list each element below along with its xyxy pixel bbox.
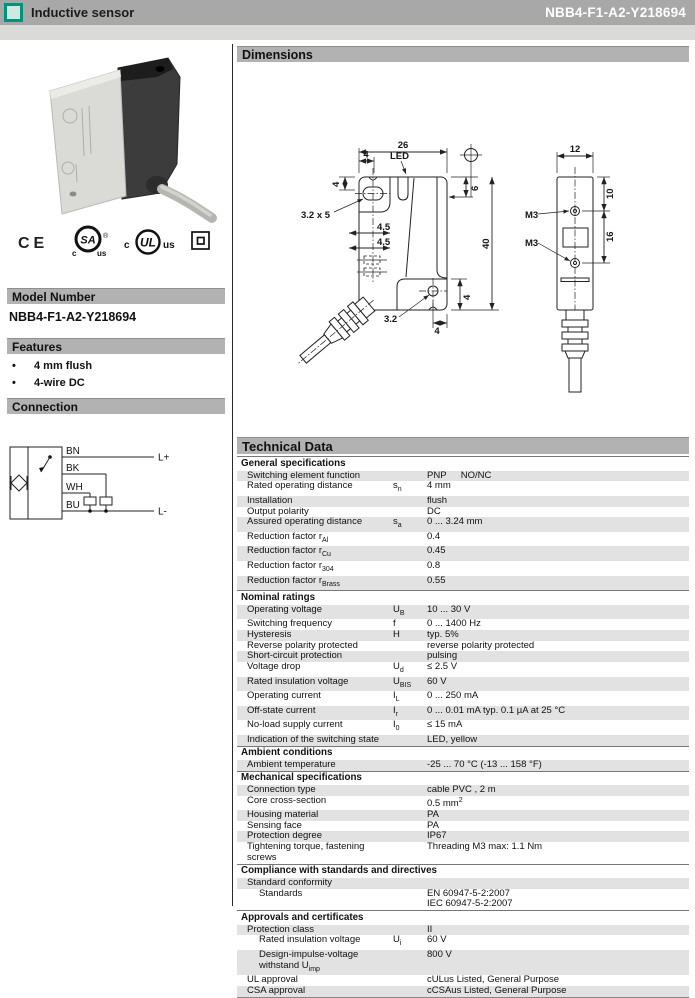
- spec-row: [237, 735, 689, 746]
- front-view-dimensions: [301, 140, 499, 337]
- spec-label: Reduction factor $r_{Al}$: [247, 530, 329, 544]
- spec-row: [237, 691, 689, 706]
- spec-value: IP67: [427, 830, 447, 842]
- spec-symbol: [393, 561, 427, 576]
- spec-symbol: [393, 760, 427, 771]
- spec-symbol: [393, 986, 427, 997]
- svg-text:®: ®: [103, 233, 109, 240]
- front-mounting-hole: [70, 192, 77, 197]
- side-view-dimensions: [525, 144, 616, 263]
- led-notch: [398, 177, 408, 200]
- spec-value: Threading M3 max: 1.1 Nm: [427, 841, 543, 853]
- spec-value: 10 ... 30 V: [427, 603, 471, 615]
- spec-symbol: [393, 889, 427, 910]
- spec-row: [237, 720, 689, 735]
- spec-label: Output polarity: [247, 505, 309, 517]
- load-symbol: [84, 497, 96, 505]
- spec-symbol: [393, 532, 427, 547]
- spec-symbol: [393, 821, 427, 832]
- spec-label: Assured operating distance: [247, 516, 363, 528]
- spec-row: [237, 760, 689, 771]
- flush-mount-symbol-icon: [190, 230, 212, 252]
- wire-label-bu: BU: [66, 500, 80, 511]
- spec-label: Off-state current: [247, 704, 316, 716]
- connection-heading: Connection: [7, 398, 225, 414]
- spec-symbol: $U_i$: [393, 934, 402, 948]
- spec-value: PA: [427, 819, 439, 831]
- spec-value: 0.55: [427, 574, 446, 586]
- technical-data-table: [237, 456, 689, 998]
- dim-4-5-a: 4.5: [377, 222, 391, 233]
- spec-symbol: [393, 546, 427, 561]
- spec-value: reverse polarity protected: [427, 639, 535, 651]
- spec-value: 800 V: [427, 948, 452, 960]
- spec-value: 0 ... 1400 Hz: [427, 618, 481, 630]
- spec-row: [237, 662, 689, 677]
- dim-4-top: 4: [363, 149, 369, 161]
- spec-symbol: [393, 507, 427, 518]
- svg-text:us: us: [163, 240, 175, 251]
- m3-label-bottom: M3: [525, 238, 539, 249]
- spec-symbol: $U_B$: [393, 603, 405, 617]
- spec-label: Reduction factor $r_{Cu}$: [247, 545, 331, 559]
- spec-symbol: $s_a$: [393, 516, 402, 530]
- spec-row: [237, 546, 689, 561]
- spec-row: [237, 889, 689, 910]
- spec-section-header: Compliance with standards and directives: [237, 864, 689, 879]
- spec-label: Voltage drop: [247, 661, 301, 673]
- spec-section-header: Nominal ratings: [237, 590, 689, 605]
- cable-highlight: [162, 187, 210, 215]
- spec-symbol: [393, 576, 427, 591]
- bullet-icon: •: [12, 377, 16, 389]
- spec-symbol: H: [393, 628, 400, 640]
- product-type-title: Inductive sensor: [31, 5, 135, 20]
- load-symbol: [100, 497, 112, 505]
- certifications-row: [0, 222, 232, 264]
- dim-4-5-b: 4.5: [377, 237, 391, 248]
- spec-label: Reduction factor $r_{304}$: [247, 559, 334, 573]
- spec-row: [237, 842, 689, 863]
- spec-row: [237, 605, 689, 620]
- svg-text:us: us: [97, 249, 107, 258]
- spec-row: [237, 796, 689, 810]
- cable-strain-relief: [291, 291, 381, 372]
- dim-16: 16: [605, 231, 616, 242]
- spec-symbol: [393, 641, 427, 652]
- model-number-value: NBB4-F1-A2-Y218694: [9, 310, 137, 324]
- bullet-icon: •: [12, 360, 16, 372]
- spec-label: UL approval: [247, 974, 298, 986]
- spec-value: 60 V: [427, 934, 447, 946]
- features-heading: Features: [7, 338, 225, 354]
- spec-label: Standard conformity: [247, 877, 333, 889]
- dimensions-heading: Dimensions: [237, 46, 689, 62]
- svg-text:CE: CE: [18, 235, 49, 252]
- spec-label: Design-impulse-voltage withstand $U_{imp}$: [259, 948, 359, 973]
- spec-label: Standards: [259, 887, 303, 899]
- spec-label: Reverse polarity protected: [247, 639, 358, 651]
- spec-value: cULus Listed, General Purpose: [427, 974, 560, 986]
- spec-symbol: $U_{BIS}$: [393, 675, 412, 689]
- header-bar: [0, 0, 695, 25]
- cable-strain-relief-side: [562, 310, 588, 392]
- connection-diagram: [6, 443, 228, 555]
- spec-row: [237, 496, 689, 507]
- spec-label: Installation: [247, 494, 293, 506]
- csa-mark-icon: [66, 224, 112, 260]
- cul-us-mark-icon: [122, 228, 176, 258]
- clip-hole: [156, 66, 165, 72]
- spec-value: cCSAus Listed, General Purpose: [427, 984, 567, 996]
- dim-4-left: 4: [331, 181, 342, 187]
- spec-value: 0 ... 3.24 mm: [427, 516, 483, 528]
- spec-symbol: [393, 496, 427, 507]
- feature-item: • 4-wire DC: [12, 377, 85, 389]
- product-photo: [10, 46, 222, 218]
- spec-label: Housing material: [247, 809, 319, 821]
- spec-label: Reduction factor $r_{Brass}$: [247, 574, 340, 588]
- spec-label: Rated insulation voltage: [259, 934, 361, 946]
- hole-size-label: 3.2: [384, 314, 398, 325]
- spec-value: ≤ 2.5 V: [427, 661, 458, 673]
- spec-label: CSA approval: [247, 984, 306, 996]
- m3-label-top: M3: [525, 210, 539, 221]
- spec-row: [237, 810, 689, 821]
- spec-value: 0 ... 0.01 mA typ. 0.1 µA at 25 °C: [427, 704, 566, 716]
- slot-size-label: 3.2 x 5: [301, 210, 331, 221]
- dim-10: 10: [605, 188, 616, 199]
- spec-row: [237, 532, 689, 547]
- spec-symbol: [393, 831, 427, 842]
- brand-logo-icon: [4, 3, 23, 22]
- dim-40: 40: [481, 238, 492, 249]
- switch-symbol: [39, 455, 52, 472]
- spec-symbol: [393, 810, 427, 821]
- spec-symbol: [393, 735, 427, 746]
- spec-row: [237, 481, 689, 496]
- led-label: LED: [390, 151, 409, 162]
- spec-section-header: Ambient conditions: [237, 746, 689, 761]
- spec-label: Indication of the switching state: [247, 734, 380, 746]
- spec-row: [237, 651, 689, 662]
- spec-section-header: Mechanical specifications: [237, 771, 689, 786]
- spec-value: typ. 5%: [427, 628, 459, 640]
- spec-label: Protection degree: [247, 830, 322, 842]
- spec-section-header: Approvals and certificates: [237, 910, 689, 925]
- inductive-sensor-symbol: [11, 475, 27, 491]
- header-model-number: NBB4-F1-A2-Y218694: [545, 5, 686, 20]
- spec-value: 0.8: [427, 559, 441, 571]
- spec-value: DC: [427, 505, 441, 517]
- dim-26: 26: [397, 140, 409, 151]
- spec-value: LED, yellow: [427, 734, 478, 746]
- model-number-heading: Model Number: [7, 288, 225, 304]
- spec-symbol: $s_n$: [393, 480, 402, 494]
- spec-row: [237, 706, 689, 721]
- spec-value: ≤ 15 mA: [427, 719, 463, 731]
- spec-value: pulsing: [427, 650, 458, 662]
- header-shadow-strip: [0, 25, 695, 40]
- spec-label: Connection type: [247, 784, 316, 796]
- spec-value: EN 60947-5-2:2007 IEC 60947-5-2:2007: [427, 887, 513, 910]
- wire-label-bk: BK: [66, 463, 80, 474]
- spec-value: 0.4: [427, 530, 441, 542]
- spec-label: Rated insulation voltage: [247, 675, 349, 687]
- dim-4-bottom: 4: [434, 326, 440, 337]
- dim-6: 6: [470, 185, 481, 191]
- spec-symbol: $I_0$: [393, 719, 400, 733]
- side-view: [557, 167, 593, 392]
- spec-label: Hysteresis: [247, 628, 292, 640]
- spec-symbol: [393, 471, 427, 482]
- technical-data-heading: Technical Data: [237, 437, 689, 454]
- supply-plus-label: L+: [158, 452, 170, 464]
- spec-value: 0.5 $mm^2$: [427, 797, 463, 810]
- spec-value: II: [427, 923, 433, 935]
- spec-label: Sensing face: [247, 819, 302, 831]
- spec-label: No-load supply current: [247, 719, 343, 731]
- spec-label: Short-circuit protection: [247, 650, 343, 662]
- spec-value: flush: [427, 494, 448, 506]
- spec-row: [237, 517, 689, 532]
- spec-symbol: [393, 975, 427, 986]
- spec-label: Tightening torque, fastening screws: [247, 841, 365, 863]
- spec-value: 0.45: [427, 545, 446, 557]
- spec-symbol: [393, 785, 427, 796]
- spec-row: [237, 576, 689, 591]
- spec-row: [237, 677, 689, 692]
- spec-symbol: [393, 796, 427, 810]
- spec-section-header: General specifications: [237, 456, 689, 471]
- supply-minus-label: L-: [158, 506, 167, 518]
- front-view: [291, 168, 447, 372]
- spec-symbol: $I_L$: [393, 690, 400, 704]
- wire-label-wh: WH: [66, 482, 83, 493]
- spec-row: [237, 619, 689, 630]
- spec-label: Switching element function: [247, 469, 361, 481]
- svg-text:c: c: [72, 249, 77, 258]
- spec-value: 4 mm: [427, 480, 451, 492]
- spec-value: PNP NO/NC: [427, 469, 492, 481]
- reference-target-icon: [460, 144, 482, 166]
- spec-value: 60 V: [427, 675, 447, 687]
- dimension-drawing: [233, 60, 695, 432]
- spec-symbol: [393, 842, 427, 863]
- ce-mark-icon: [17, 231, 53, 253]
- svg-text:SA: SA: [80, 234, 96, 247]
- spec-label: Ambient temperature: [247, 759, 336, 771]
- spec-value: PA: [427, 809, 439, 821]
- sensor-symbol-box: [10, 447, 62, 519]
- spec-symbol: $U_d$: [393, 661, 404, 674]
- spec-symbol: [393, 950, 427, 975]
- spec-symbol: f: [393, 618, 396, 630]
- spec-label: Operating voltage: [247, 603, 322, 615]
- wire-label-bn: BN: [66, 446, 80, 457]
- spec-symbol: $I_r$: [393, 704, 398, 718]
- svg-text:c: c: [124, 240, 130, 251]
- feature-item: • 4 mm flush: [12, 360, 93, 372]
- side-window: [563, 228, 588, 247]
- cable: [162, 189, 212, 218]
- spec-label: Switching frequency: [247, 618, 333, 630]
- spec-row: [237, 935, 689, 950]
- dim-12: 12: [569, 144, 581, 155]
- svg-text:UL: UL: [140, 235, 156, 250]
- spec-value: -25 ... 70 °C (-13 ... 158 °F): [427, 759, 542, 771]
- dim-4-right: 4: [462, 294, 473, 300]
- spec-label: Rated operating distance: [247, 480, 353, 492]
- spec-label: Protection class: [247, 923, 315, 935]
- spec-value: 0 ... 250 mA: [427, 690, 479, 702]
- spec-symbol: [393, 878, 427, 889]
- spec-row: [237, 950, 689, 975]
- spec-label: Core cross-section: [247, 795, 327, 807]
- spec-value: cable PVC , 2 m: [427, 784, 496, 796]
- spec-label: Operating current: [247, 690, 321, 702]
- spec-row: [237, 561, 689, 576]
- spec-row: [237, 986, 689, 997]
